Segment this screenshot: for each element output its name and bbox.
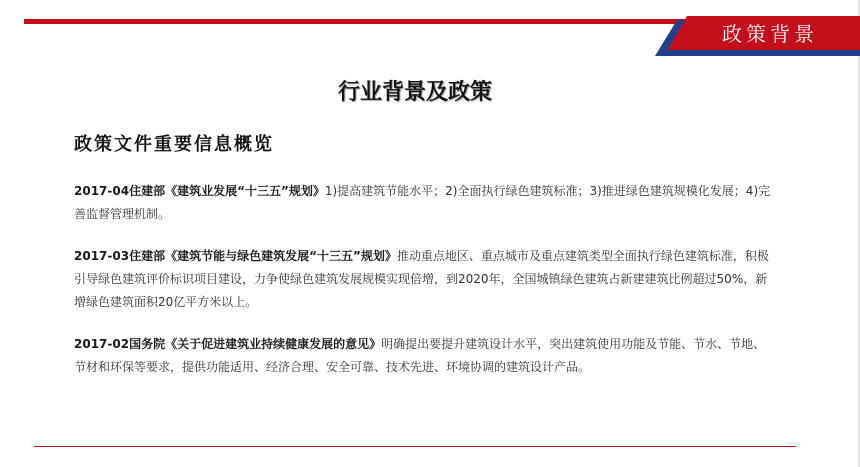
policy-item-2017-03: [74, 245, 774, 314]
section-title: 政策文件重要信息概览: [74, 134, 274, 155]
banner-label: 政策背景: [722, 22, 818, 46]
policy-body: 推动重点地区、重点城市及重点建筑类型全面执行绿色建筑标准，积极引导绿色建筑评价标识项目建设，力争使绿色建筑发展规模实现倍增，到2020年，全国城镇绿色建筑占新建建筑比例超过50%，新增绿色建筑面积20亿平方米以上。: [74, 249, 769, 309]
policy-list: [74, 180, 774, 398]
policy-body: 明确提出要提升建筑设计水平，突出建筑使用功能及节能、节水、节地、节材和环保等要求，提供功能适用、经济合理、安全可靠、技术先进、环境协调的建筑设计产品。: [74, 337, 766, 374]
policy-item-2017-02: [74, 333, 774, 379]
policy-body: 1)提高建筑节能水平；2)全面执行绿色建筑标准；3)推进绿色建筑规模化发展；4)完善监督管理机制。: [74, 184, 771, 221]
policy-heading: 2017-04住建部《建筑业发展“十三五”规划》: [74, 184, 325, 198]
page-title: 行业背景及政策: [337, 80, 492, 105]
bottom-red-line: [34, 446, 796, 447]
header-banner: [655, 16, 860, 56]
policy-item-2017-04: [74, 180, 774, 226]
top-red-line: [24, 19, 704, 24]
policy-heading: 2017-02国务院《关于促进建筑业持续健康发展的意见》: [74, 337, 382, 351]
policy-heading: 2017-03住建部《建筑节能与绿色建筑发展“十三五”规划》: [74, 249, 397, 263]
